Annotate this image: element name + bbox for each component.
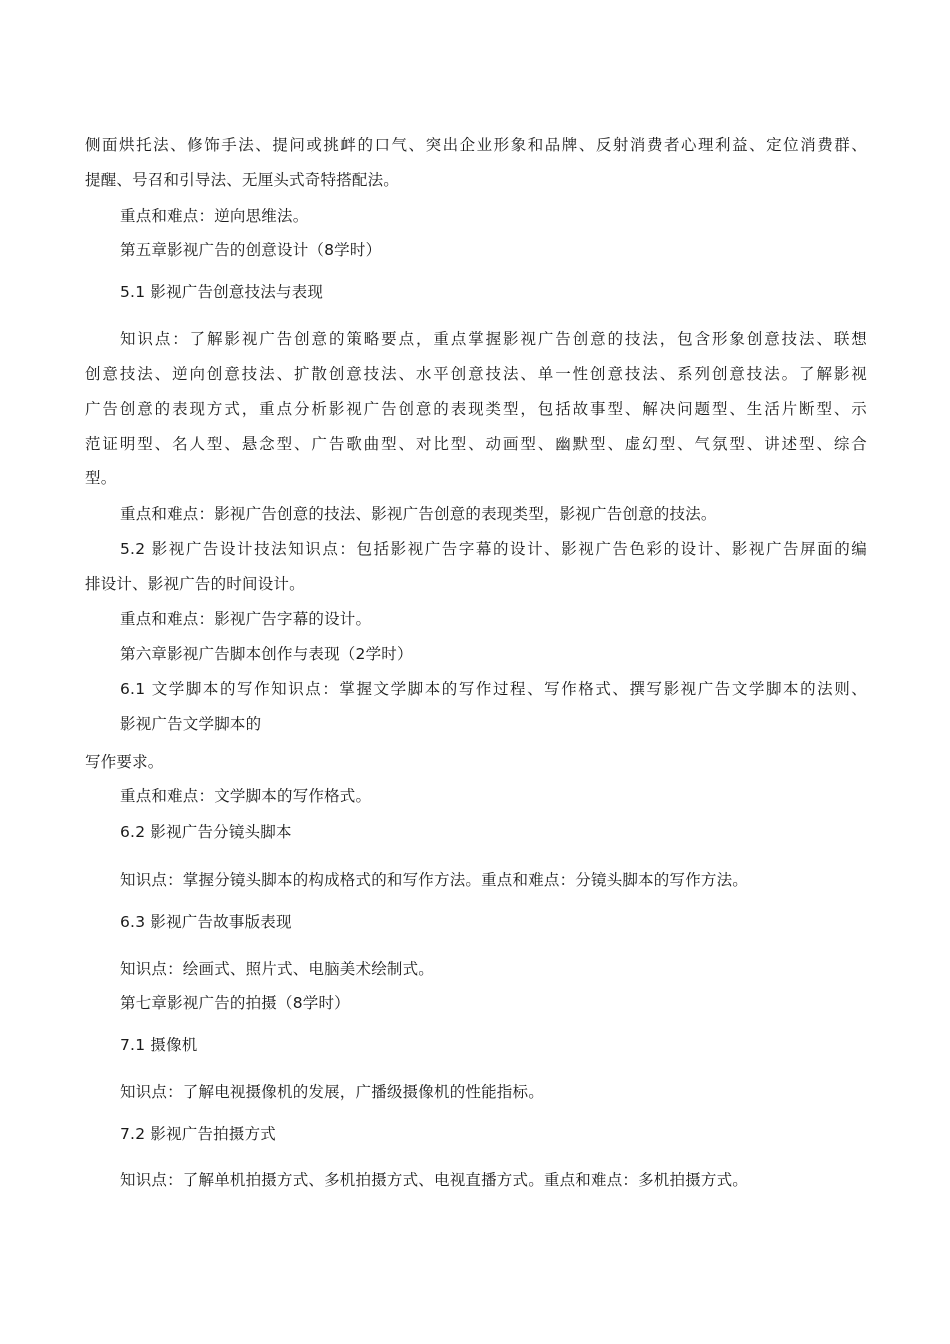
key-points-line: 重点和难点：文学脚本的写作格式。 [120,787,372,805]
section-heading: 6.1 文学脚本的写作知识点：掌握文学脚本的写作过程、写作格式、撰写影视广告文学脚本的法则、 [120,680,867,698]
paragraph-line: 知识点：绘画式、照片式、电脑美术绘制式。 [120,960,435,978]
paragraph-line: 写作要求。 [85,753,164,771]
key-points-line: 重点和难点：逆向思维法。 [120,207,309,225]
paragraph-line: 知识点：了解单机拍摄方式、多机拍摄方式、电视直播方式。重点和难点：多机拍摄方式。 [120,1171,749,1189]
paragraph-line: 侧面烘托法、修饰手法、提问或挑衅的口气、突出企业形象和品牌、反射消费者心理利益、定位消费群、 [85,136,867,154]
paragraph-line: 知识点：了解影视广告创意的策略要点，重点掌握影视广告创意的技法，包含形象创意技法、联想 [120,330,867,348]
paragraph-line: 排设计、影视广告的时间设计。 [85,575,305,593]
section-heading: 6.3 影视广告故事版表现 [120,913,292,931]
paragraph-line: 提醒、号召和引导法、无厘头式奇特搭配法。 [85,171,400,189]
paragraph-line: 型。 [85,469,117,487]
paragraph-line: 广告创意的表现方式，重点分析影视广告创意的表现类型，包括故事型、解决问题型、生活片断型、示 [85,400,867,418]
section-heading: 7.2 影视广告拍摄方式 [120,1125,276,1143]
paragraph-line: 知识点：掌握分镜头脚本的构成格式的和写作方法。重点和难点：分镜头脚本的写作方法。 [120,871,749,889]
section-heading: 6.2 影视广告分镜头脚本 [120,823,292,841]
chapter-heading: 第六章影视广告脚本创作与表现（2学时） [120,645,413,663]
chapter-heading: 第七章影视广告的拍摄（8学时） [120,994,350,1012]
paragraph-line: 创意技法、逆向创意技法、扩散创意技法、水平创意技法、单一性创意技法、系列创意技法。了解影视 [85,365,867,383]
chapter-heading: 第五章影视广告的创意设计（8学时） [120,241,382,259]
key-points-line: 重点和难点：影视广告创意的技法、影视广告创意的表现类型，影视广告创意的技法。 [120,505,717,523]
section-heading: 5.1 影视广告创意技法与表现 [120,283,324,301]
key-points-line: 重点和难点：影视广告字幕的设计。 [120,610,372,628]
paragraph-line: 范证明型、名人型、悬念型、广告歌曲型、对比型、动画型、幽默型、虚幻型、气氛型、讲述型、综合 [85,435,867,453]
section-heading: 5.2 影视广告设计技法知识点：包括影视广告字幕的设计、影视广告色彩的设计、影视广告屏面的编 [120,540,867,558]
section-heading: 7.1 摄像机 [120,1036,198,1054]
paragraph-line: 影视广告文学脚本的 [120,715,262,733]
paragraph-line: 知识点：了解电视摄像机的发展，广播级摄像机的性能指标。 [120,1083,544,1101]
